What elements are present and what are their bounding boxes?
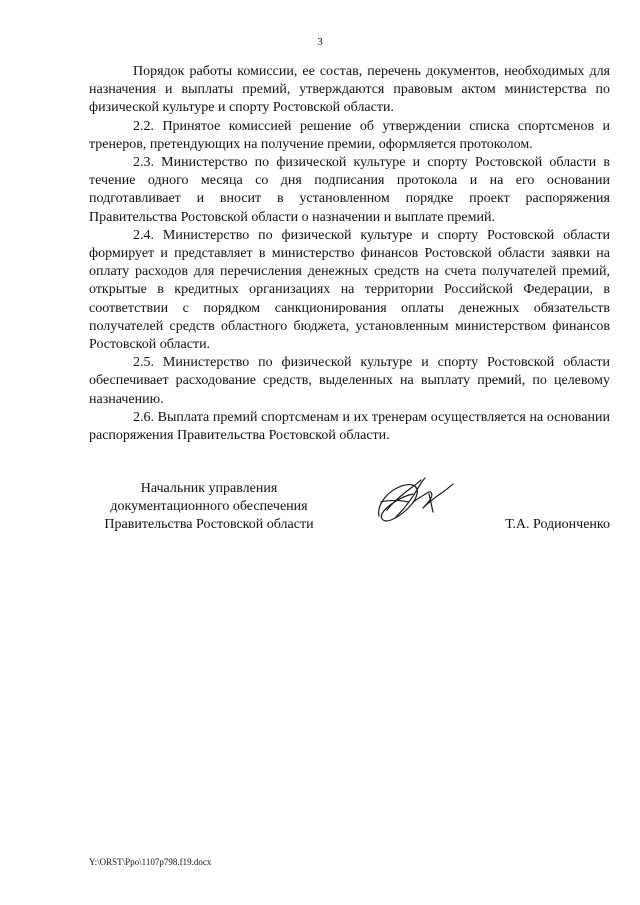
- paragraph-2-5: 2.5. Министерство по физической культуре и спорту Ростовской области обеспечивает расходование средств, выделенных на выплату премий, по целевому назначению.: [89, 355, 610, 407]
- signatory-position-line: Правительства Ростовской области: [104, 517, 314, 533]
- document-body: [89, 63, 610, 445]
- handwritten-signature: [373, 472, 455, 530]
- paragraph-2-2: 2.2. Принятое комиссией решение об утверждении списка спортсменов и тренеров, претендующих на получение премии, оформляется протоколом.: [89, 118, 610, 152]
- paragraph-2-6: 2.6. Выплата премий спортсменам и их тренерам осуществляется на основании распоряжения Правительства Ростовской области.: [89, 409, 610, 444]
- file-path-footer: Y:\ORST\Ppo\1107p798.f19.docx: [89, 857, 212, 867]
- paragraph-2-4: 2.4. Министерство по физической культуре и спорту Ростовской области формирует и представляет в министерство финансов Ростовской области заявки на оплату расходов для перечисления денежных средств на счета получателей премий, открытые в кредитных организациях на территории Российской Федерации, в соответствии с порядком санкционирования оплаты денежных обязательств получателей средств областного бюджета, установленным министерством финансов Ростовской области.: [89, 227, 610, 353]
- page-number: 3: [317, 36, 323, 48]
- paragraph-2-3: 2.3. Министерство по физической культуре и спорту Ростовской области в течение одного месяца со дня подписания протокола и на его основании подготавливает и вносит в установленном порядке проект распоряжения Правительства Ростовской области о назначении и выплате премий.: [89, 155, 610, 225]
- signatory-position-line: Начальник управления: [140, 481, 278, 496]
- signatory-name: Т.А. Родионченко: [505, 517, 610, 532]
- signatory-position-line: документационного обеспечения: [110, 499, 308, 515]
- signature-block: [89, 480, 610, 540]
- paragraph-commission-procedure: Порядок работы комиссии, ее состав, перечень документов, необходимых для назначения и выплаты премий, утверждаются правовым актом министерства по физической культуре и спорту Ростовской области.: [89, 64, 610, 116]
- signatory-position: [89, 480, 329, 535]
